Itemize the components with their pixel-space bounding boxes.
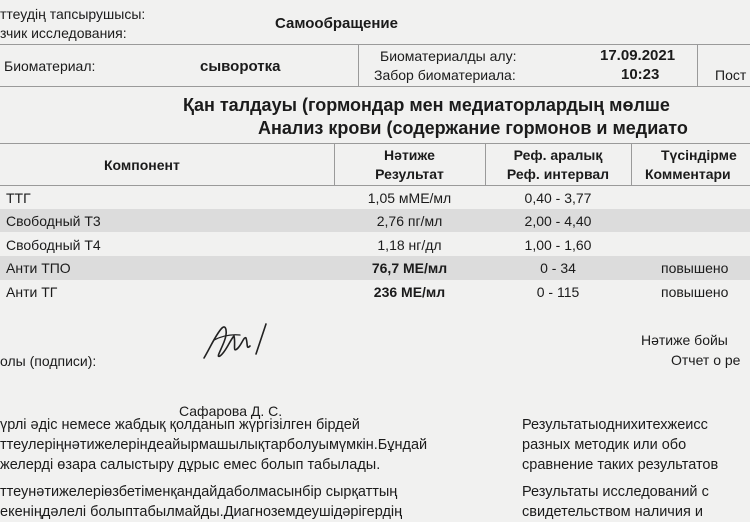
cell-component: Свободный Т3 bbox=[6, 213, 101, 229]
page-title-kk: Қан талдауы (гормондар мен медиаторлардың мөлше bbox=[183, 95, 670, 115]
col-header-result-kk: Нәтиже bbox=[384, 147, 435, 163]
cell-component: Свободный Т4 bbox=[6, 237, 101, 253]
biomaterial-label: Биоматериал: bbox=[4, 58, 96, 74]
text-line: разных методик или обо bbox=[522, 437, 687, 453]
cell-result: 236 МЕ/мл bbox=[373, 284, 446, 300]
text-line: үрлі әдіс немесе жабдық қолданып жүргізілген бірдей bbox=[0, 417, 360, 433]
text-line: Результаты исследований с bbox=[522, 484, 709, 500]
cell-component: Анти ТПО bbox=[6, 260, 71, 276]
cell-result: 1,18 нг/дл bbox=[377, 237, 442, 253]
table-header-border bbox=[0, 185, 750, 186]
divider bbox=[0, 44, 750, 45]
cell-component: Анти ТГ bbox=[6, 284, 58, 300]
signer-name: Сафарова Д. С. bbox=[179, 403, 283, 419]
referrer-label-ru: зчик исследования: bbox=[0, 25, 127, 41]
text-line: ттеулеріңнәтижелеріндеайырмашылықтарболуымүмкін.Бұндай bbox=[0, 437, 428, 453]
diagnosis-note-kk bbox=[0, 482, 402, 522]
text-line: екеніңдәлелі болыптабылмайды.Диагноземдеушідәрігердің bbox=[0, 504, 403, 520]
col-header-result-ru: Результат bbox=[375, 166, 444, 182]
cell-ref: 0,40 - 3,77 bbox=[524, 190, 592, 206]
col-header-comment-ru: Комментари bbox=[645, 166, 731, 182]
col-header-component: Компонент bbox=[104, 157, 180, 173]
col-header-ref-ru: Реф. интервал bbox=[506, 166, 610, 182]
disclaimer-ru bbox=[522, 415, 718, 475]
cell-comment: повышено bbox=[661, 260, 729, 276]
col-header-comment-kk: Түсіндірме bbox=[661, 147, 737, 163]
text-line: свидетельством наличия и bbox=[522, 504, 703, 520]
biomaterial-value: сыворотка bbox=[200, 58, 281, 75]
received-label: Пост bbox=[715, 67, 747, 83]
cell-ref: 1,00 - 1,60 bbox=[524, 237, 592, 253]
col-header-ref-kk: Реф. аралық bbox=[513, 147, 603, 163]
cell-result: 76,7 МЕ/мл bbox=[371, 260, 448, 276]
text-line: ттеунәтижелеріөзбетіменқандайдаболмасынбір сырқаттың bbox=[0, 484, 398, 500]
signature-label: олы (подписи): bbox=[0, 353, 97, 369]
cell-ref: 0 - 115 bbox=[536, 284, 580, 300]
divider bbox=[697, 44, 698, 86]
text-line: Результатыоднихитехжеисс bbox=[522, 417, 708, 433]
collection-label-ru: Забор биоматериала: bbox=[374, 67, 516, 83]
divider bbox=[358, 44, 359, 86]
diagnosis-note-ru bbox=[522, 482, 709, 522]
text-line: желерді өзара салыстыру дұрыс емес болып табылады. bbox=[0, 457, 381, 473]
collection-label-kk: Биоматериалды алу: bbox=[380, 48, 517, 64]
referrer-value: Самообращение bbox=[275, 15, 398, 32]
cell-result: 1,05 мМЕ/мл bbox=[367, 190, 452, 206]
cell-component: ТТГ bbox=[6, 190, 31, 206]
report-label-kk: Нәтиже бойы bbox=[641, 332, 728, 348]
cell-result: 2,76 пг/мл bbox=[376, 213, 443, 229]
cell-comment: повышено bbox=[661, 284, 729, 300]
divider bbox=[0, 86, 750, 87]
report-label-ru: Отчет о ре bbox=[671, 352, 741, 368]
referrer-label-kk: ттеудің тапсырушысы: bbox=[0, 6, 146, 22]
table-top-border bbox=[0, 143, 750, 144]
table-col-divider bbox=[631, 143, 632, 185]
collection-date: 17.09.2021 bbox=[600, 47, 676, 64]
page-title-ru: Анализ крови (содержание гормонов и медиато bbox=[258, 118, 688, 138]
cell-ref: 2,00 - 4,40 bbox=[524, 213, 592, 229]
handwritten-signature bbox=[196, 318, 276, 366]
disclaimer-kk bbox=[0, 415, 427, 475]
text-line: сравнение таких результатов bbox=[522, 457, 719, 473]
collection-time: 10:23 bbox=[621, 66, 660, 83]
cell-ref: 0 - 34 bbox=[540, 260, 576, 276]
